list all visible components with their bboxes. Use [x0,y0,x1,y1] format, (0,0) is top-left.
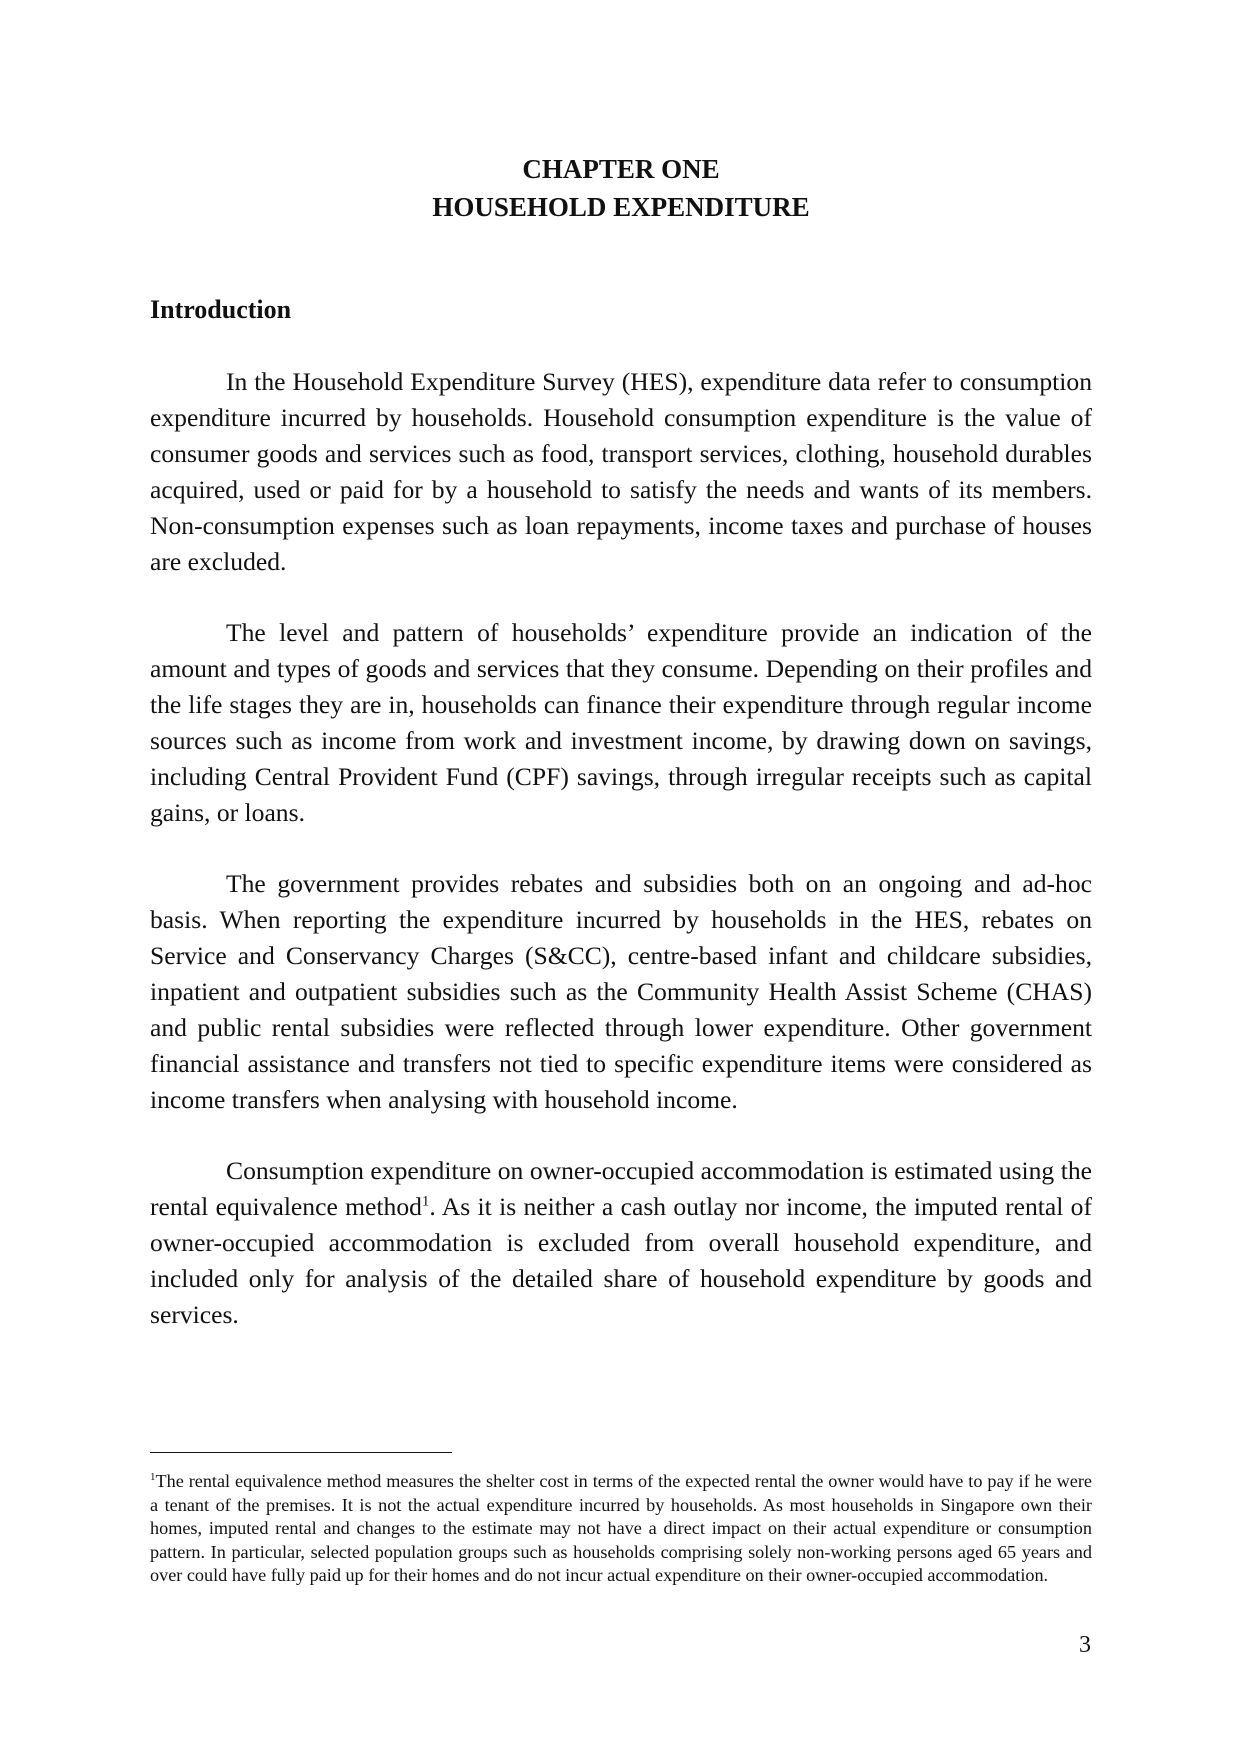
paragraph-3: The government provides rebates and subsidies both on an ongoing and ad-hoc basis. When reporting the expenditure incurred by households in the HES, rebates on Service and Conservancy Charges (S&CC), centre-based infant and childcare subsidies, inpatient and outpatient subsidies such as the Community Health Assist Scheme (CHAS) and public rental subsidies were reflected through lower expenditure. Other government financial assistance and transfers not tied to specific expenditure items were considered as income transfers when analysing with household income. [150,869,1092,1114]
chapter-label: CHAPTER ONE [522,154,720,184]
footnote-marker: 1 [150,1470,156,1483]
paragraph-1: In the Household Expenditure Survey (HES), expenditure data refer to consumption expenditure incurred by households. Household consumption expenditure is the value of consumer goods and services such as food, transport services, clothing, household durables acquired, used or paid for by a household to satisfy the needs and wants of its members. Non-consumption expenses such as loan repayments, income taxes and purchase of houses are excluded. [150,367,1092,576]
paragraph-4 [150,1153,1092,1333]
chapter-heading [150,150,1092,226]
section-title-introduction: Introduction [150,295,292,324]
paragraph-4-text-after: . As it is neither a cash outlay nor income, the imputed rental of owner-occupied accommodation is excluded from overall household expenditure, and included only for analysis of the detailed share of household expenditure by goods and services. [150,1192,1092,1329]
paragraph-2: The level and pattern of households’ expenditure provide an indication of the amount and types of goods and services that they consume. Depending on their profiles and the life stages they are in, households can finance their expenditure through regular income sources such as income from work and investment income, by drawing down on savings, including Central Provident Fund (CPF) savings, through irregular receipts such as capital gains, or loans. [150,618,1092,827]
chapter-title: HOUSEHOLD EXPENDITURE [432,192,810,222]
footnote [150,1470,1092,1588]
footnote-reference[interactable]: 1 [421,1193,430,1210]
paragraph-4-text-before: Consumption expenditure on owner-occupied accommodation is estimated using the rental equivalence method [150,1156,1092,1221]
page-number: 3 [1079,1632,1091,1658]
footnote-text: The rental equivalence method measures the shelter cost in terms of the expected rental the owner would have to pay if he were a tenant of the premises. It is not the actual expenditure incurred by households. As most households in Singapore own their homes, imputed rental and changes to the estimate may not have a direct impact on their actual expenditure or consumption pattern. In particular, selected population groups such as households comprising solely non-working persons aged 65 years and over could have fully paid up for their homes and do not incur actual expenditure on their owner-occupied accommodation. [150,1471,1092,1586]
footnote-divider [150,1452,452,1453]
